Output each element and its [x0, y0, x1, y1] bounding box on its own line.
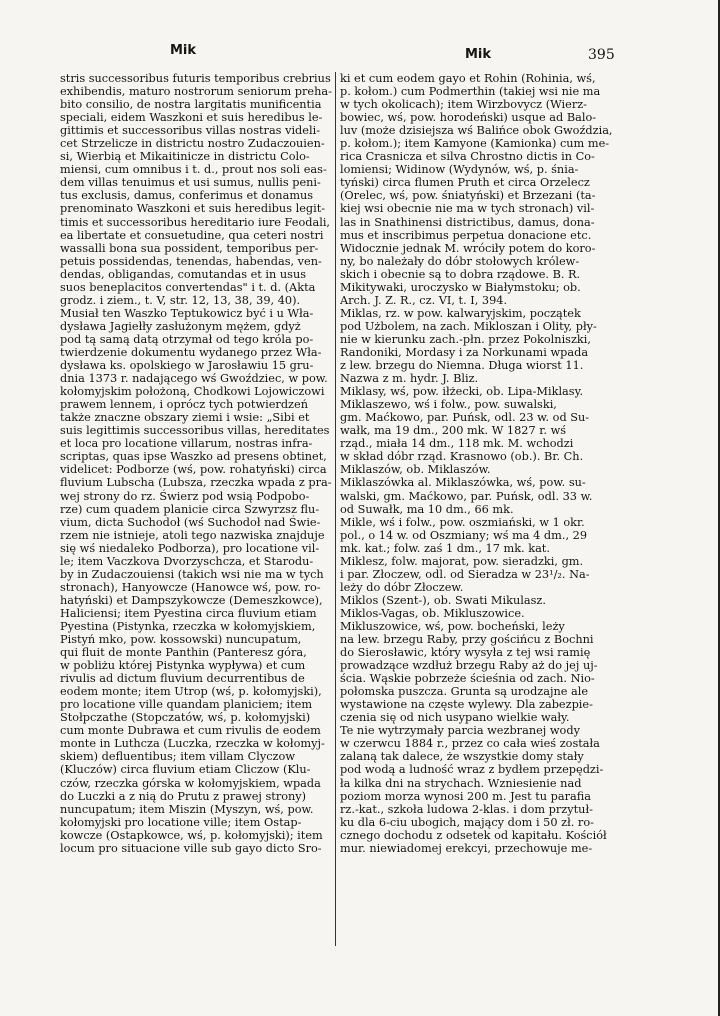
text-line: do Sierosławic, który wysyła z tej wsi ramię [340, 646, 591, 660]
text-line: Miklos-Vagas, ob. Mikluszowice. [340, 606, 525, 620]
text-line: prawem lennem, i oprócz tych potwierdzeń [60, 398, 308, 412]
text-line: Te nie wytrzymały parcia wezbranej wody [340, 724, 580, 738]
text-line: vium, dicta Suchodoł (wś Suchodoł nad Świe- [60, 515, 321, 529]
text-line: kowcze (Ostapkowce, wś, p. kołomyjski); item [60, 828, 323, 842]
text-line: dysława Jagiełły zasłużonym mężem, gdyż [60, 319, 301, 333]
text-line: Nazwa z m. hydr. J. Bliz. [340, 372, 479, 386]
text-line: videlicet: Podborze (wś, pow. rohatyński) circa [60, 463, 327, 477]
text-line: dysława ks. opolskiego w Jarosławiu 15 gru- [60, 359, 314, 373]
text-line: się wś niedaleko Podborza), pro locatione vil- [60, 541, 320, 555]
text-line: pod Użbolem, na zach. Mikloszan i Olity, pły- [340, 319, 597, 333]
text-line: w pobliżu której Pistynka wypływa) et cum [60, 659, 306, 673]
text-line: speciali, eidem Waszkoni et suis heredibus le- [60, 111, 323, 125]
text-line: pol., o 14 w. od Oszmiany; wś ma 4 dm., 29 [340, 528, 588, 542]
right-text-column [340, 72, 616, 855]
text-line: pod tą samą datą otrzymał od tego króla po- [60, 332, 314, 346]
text-line: pod wodą a ludność wraz z bydłem przepędzi- [340, 763, 604, 777]
text-line: czenia się od nich usypano wielkie wały. [340, 711, 570, 725]
text-line: z lew. brzegu do Niemna. Długa wiorst 11. [340, 359, 584, 373]
page-number: 395 [588, 47, 615, 63]
text-line: grodz. i ziem., t. V, str. 12, 13, 38, 39, 40). [60, 293, 301, 307]
text-line: Pyestina (Pistynka, rzeczka w kołomyjskiem, [60, 619, 316, 633]
text-line: (Kluczów) circa fluvium etiam Cliczow (Klu- [60, 763, 311, 777]
text-line: cznego dochodu z odsetek od kapitału. Kościół [340, 828, 607, 842]
text-line: fluvium Lubscha (Lubsza, rzeczka wpada z pra- [60, 476, 332, 490]
text-line: prowadzące wzdłuż brzegu Raby aż do jej uj- [340, 659, 598, 673]
text-line: ku dla 6-ciu ubogich, mający dom i 50 zł. ro- [340, 815, 594, 829]
text-line: ny, bo należały do dóbr stołowych królew- [340, 254, 580, 268]
text-line: tyński) circa flumen Pruth et circa Orzelecz [340, 176, 590, 190]
text-line: od Suwałk, ma 10 dm., 66 mk. [340, 502, 514, 516]
text-line: bowiec, wś, pow. horodeński) usque ad Balo- [340, 111, 597, 125]
text-line: Miklaszówka al. Miklaszówka, wś, pow. su- [340, 476, 586, 490]
text-line: pro locatione ville quandam planiciem; item [60, 698, 313, 712]
text-line: nuncupatum; item Miszin (Myszyn, wś, pow. [60, 802, 314, 816]
text-line: Randoniki, Mordasy i za Norkunami wpada [340, 345, 589, 359]
text-line: cet Strzelicze in districtu nostro Zudaczouien- [60, 137, 325, 151]
text-line: hatyński) et Dampszykowcze (Demeszkowce), [60, 593, 323, 607]
text-line: miensi, cum omnibus i t. d., prout nos soli eas- [60, 163, 327, 177]
text-line: mus et inscribimus perpetua donacione etc. [340, 228, 592, 242]
text-line: Haliciensi; item Pyestina circa fluvium etiam [60, 606, 317, 620]
text-line: stris successoribus futuris temporibus crebrius [60, 72, 331, 85]
text-line: Mikitywaki, uroczysko w Białymstoku; ob. [340, 280, 581, 294]
text-line: czów, rzeczka górska w kołomyjskiem, wpada [60, 776, 321, 790]
text-line: Miklas, rz. w pow. kalwaryjskim, początek [340, 306, 581, 320]
text-line: skich i obecnie są to dobra rządowe. B. R. [340, 267, 581, 281]
text-line: Arch. J. Z. R., cz. VI, t. I, 394. [340, 293, 508, 307]
text-line: Stołpczathe (Stopczatów, wś, p. kołomyjski) [60, 711, 311, 725]
text-line: do Luczki a z nią do Prutu z prawej strony) [60, 789, 307, 803]
text-line: las in Snathinensi districtibus, damus, dona- [340, 215, 595, 229]
text-line: i par. Złoczew, odl. od Sieradza w 23¹/₂. Na- [340, 567, 590, 581]
text-line: rząd., miała 14 dm., 118 mk. M. wchodzi [340, 437, 574, 451]
text-line: (Orelec, wś, pow. śniatyński) et Brzezani (ta- [340, 189, 596, 203]
text-line: by in Zudaczouiensi (takich wsi nie ma w tych [60, 567, 324, 581]
text-line: prenominato Waszkoni et suis heredibus legit- [60, 202, 326, 216]
text-line: nie w kierunku zach.-płn. przez Pokolniszki, [340, 332, 591, 346]
running-head-center: Mik [465, 47, 492, 62]
text-line: et loca pro locatione villarum, nostras infra- [60, 437, 313, 451]
text-line: Miklaszewo, wś i folw., pow. suwalski, [340, 398, 557, 412]
text-line: locum pro situacione ville sub gayo dicto Sro- [60, 841, 322, 855]
text-line: twierdzenie dokumentu wydanego przez Wła- [60, 345, 322, 359]
text-line: scriptas, quas ipse Waszko ad presens obtinet, [60, 450, 327, 464]
text-line: dendas, obligandas, comutandas et in usus [60, 267, 307, 281]
text-line: lomiensi; Widinow (Wydynów, wś, p. śnia- [340, 163, 579, 177]
text-line: wałk, ma 19 dm., 200 mk. W 1827 r. wś [340, 424, 567, 438]
text-line: skiem) defluentibus; item villam Clyczow [60, 750, 295, 764]
text-line: ścia. Wąskie pobrzeże ścieśnia od zach. Nio- [340, 672, 595, 686]
text-line: le; item Vaczkova Dvorzyschcza, et Starodu- [60, 554, 314, 568]
text-line: wystawione na częste wylewy. Dla zabezpie- [340, 698, 593, 712]
text-line: dem villas tenuimus et usi sumus, nullis peni- [60, 176, 321, 190]
text-line: rzem nie istnieje, atoli tego nazwiska znajduje [60, 528, 325, 542]
text-line: tus exclusis, damus, conferimus et donamus [60, 189, 314, 203]
text-line: gm. Maćkowo, par. Puńsk, odl. 23 w. od Su- [340, 411, 590, 425]
text-line: cum monte Dubrawa et cum rivulis de eodem [60, 724, 321, 738]
text-line: p. kołom.) cum Podmerthin (takiej wsi nie ma [340, 85, 601, 99]
text-line: mur. niewiadomej erekcyi, przechowuje me- [340, 841, 593, 855]
text-line: poziom morza wynosi 200 m. Jest tu parafia [340, 789, 591, 803]
text-line: rica Crasnicza et silva Chrostno dictis in Co- [340, 150, 595, 164]
text-line: exhibendis, maturo nostrorum seniorum preha- [60, 85, 332, 99]
left-text-column [60, 72, 332, 855]
text-line: si, Wierbią et Mikaitinicze in districtu Colo- [60, 150, 310, 164]
text-line: ki et cum eodem gayo et Rohin (Rohinia, wś, [340, 72, 596, 85]
text-line: Miklasy, wś, pow. iłżecki, ob. Lipa-Miklasy. [340, 385, 584, 399]
text-line: na lew. brzegu Raby, przy gościńcu z Bochni [340, 633, 594, 647]
text-line: połomska puszcza. Grunta są urodzajne ale [340, 685, 589, 699]
text-line: ła kilka dni na strychach. Wzniesienie nad [340, 776, 582, 790]
text-line: Mikluszowice, wś, pow. bocheński, leży [340, 619, 565, 633]
text-line: walski, gm. Maćkowo, par. Puńsk, odl. 33 w. [340, 489, 593, 503]
text-line: kiej wsi obecnie nie ma w tych stronach) vil- [340, 202, 595, 216]
text-line: Pistyń mko, pow. kossowski) nuncupatum, [60, 633, 302, 647]
text-line: qui fluit de monte Panthin (Panteresz góra, [60, 646, 307, 660]
text-line: wej strony do rz. Świerz pod wsią Podpobo- [60, 489, 310, 503]
text-line: ea libertate et consuetudine, qua ceteri nostri [60, 228, 324, 242]
text-line: dnia 1373 r. nadającego wś Gwoździec, w pow. [60, 372, 328, 386]
text-line: Mikle, wś i folw., pow. oszmiański, w 1 okr. [340, 515, 585, 529]
text-line: zalaną tak dalece, że wszystkie domy stały [340, 750, 584, 764]
text-line: kołomyjskim położoną, Chodkowi Lojowiczowi [60, 385, 325, 399]
text-line: petuis possidendas, tenendas, habendas, ven- [60, 254, 322, 268]
text-line: mk. kat.; folw. zaś 1 dm., 17 mk. kat. [340, 541, 550, 555]
running-head-left: Mik [170, 43, 197, 58]
column-divider [335, 72, 336, 946]
text-line: Miklesz, folw. majorat, pow. sieradzki, gm. [340, 554, 584, 568]
text-line: wassalli bona sua possident, temporibus per- [60, 241, 319, 255]
text-line: Musiał ten Waszko Teptukowicz być i u Wła- [60, 306, 314, 320]
text-line: w tych okolicach); item Wirzbovycz (Wierz- [340, 98, 587, 112]
text-line: także znaczne obszary ziemi i wsie: „Sibi et [60, 411, 310, 425]
text-line: rivulis ad dictum fluvium decurrentibus de [60, 672, 305, 686]
text-line: kołomyjski pro locatione ville; item Ostap- [60, 815, 302, 829]
text-line: Widocznie jednak M. wróciły potem do koro- [340, 241, 596, 255]
text-line: p. kołom.); item Kamyone (Kamionka) cum me- [340, 137, 610, 151]
text-line: Miklaszów, ob. Miklaszów. [340, 463, 491, 477]
text-line: Miklos (Szent-), ob. Swati Mikulasz. [340, 593, 546, 607]
text-line: bito consilio, de nostra largitatis munificentia [60, 98, 322, 112]
text-line: monte in Luthcza (Luczka, rzeczka w kołomyj- [60, 737, 325, 751]
text-line: w czerwcu 1884 r., przez co cała wieś została [340, 737, 600, 751]
text-line: luv (może dzisiejsza wś Balińce obok Gwoździa, [340, 124, 613, 138]
text-line: timis et successoribus hereditario iure Feodali, [60, 215, 331, 229]
text-line: suos beneplacitos convertendas" i t. d. (Akta [60, 280, 316, 294]
text-line: leży do dóbr Złoczew. [340, 580, 464, 594]
text-line: gittimis et successoribus villas nostras videli- [60, 124, 321, 138]
text-line: rze) cum quadem planicie circa Szwyrzsz flu- [60, 502, 320, 516]
text-line: eodem monte; item Utrop (wś, p. kołomyjski), [60, 685, 322, 699]
text-line: rz.-kat., szkoła ludowa 2-klas. i dom przytuł- [340, 802, 593, 816]
text-line: stronach), Hanyowcze (Hanowce wś, pow. ro- [60, 580, 321, 594]
text-line: w skład dóbr rząd. Krasnowo (ob.). Br. Ch. [340, 450, 584, 464]
text-line: suis legittimis successoribus villas, hereditates [60, 424, 330, 438]
